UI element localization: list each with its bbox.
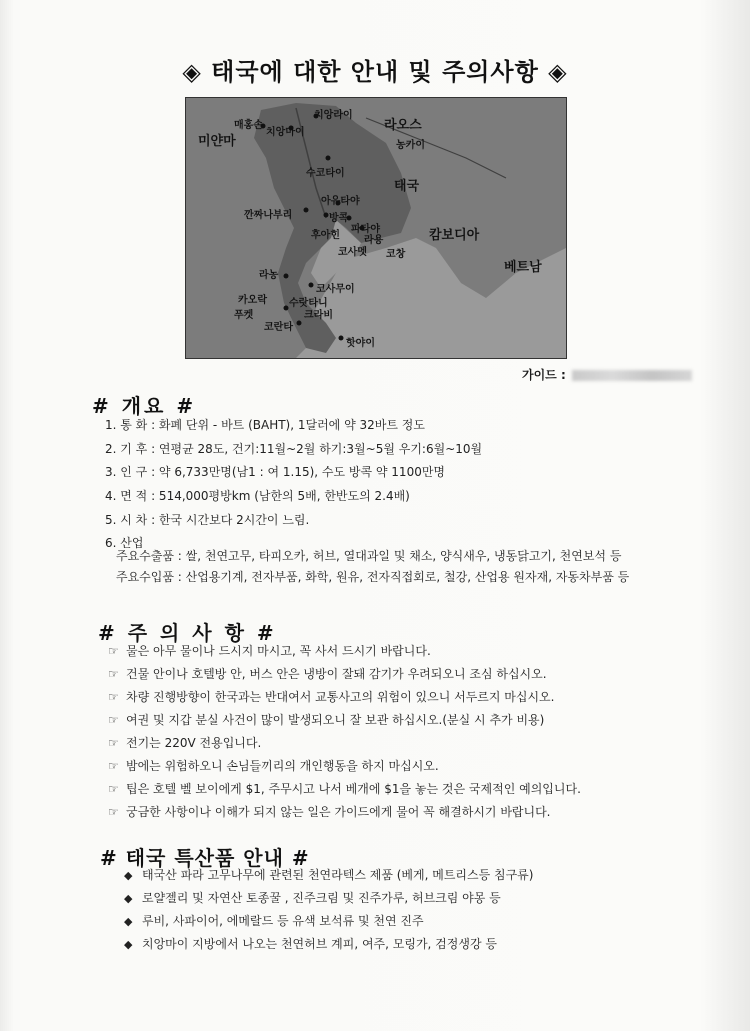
map-city-bangkok: 방콕 (329, 213, 349, 224)
map-city-rayong: 라용 (364, 235, 384, 246)
map-city-sukhothai: 수코타이 (306, 168, 345, 179)
caution-item: ☞ 전기는 220V 전용입니다. (108, 736, 262, 750)
diamond-bullet-icon: ◆ (124, 938, 133, 951)
diamond-bullet-icon: ◆ (124, 892, 133, 905)
pointing-hand-icon: ☞ (108, 759, 119, 773)
map-city-chiangmai: 치앙마이 (266, 127, 305, 138)
overview-heading: # 개요 # (92, 394, 197, 418)
map-city-ranong: 라농 (259, 270, 279, 281)
specialty-item: ◆ 로얄젤리 및 자연산 토종꿀 , 진주크림 및 진주가루, 허브크림 야몽 등 (124, 891, 501, 905)
overview-item: 1. 통 화 : 화폐 단위 - 바트 (BAHT), 1달러에 약 32바트 정도 (105, 418, 425, 432)
guide-contact (522, 366, 692, 383)
specialties-heading: # 태국 특산품 안내 # (100, 846, 310, 870)
overview-exports: 주요수출품 : 쌀, 천연고무, 타피오카, 허브, 열대과일 및 채소, 양식새우, 냉동닭고기, 천연보석 등 (116, 549, 622, 563)
overview-item: 3. 인 구 : 약 6,733만명(남1 : 여 1.15), 수도 방콕 약 1100만명 (105, 465, 446, 479)
map-city-huahin: 후아힌 (311, 230, 340, 241)
map-city-phuket: 푸켓 (234, 310, 254, 321)
overview-item: 5. 시 차 : 한국 시간보다 2시간이 느림. (105, 513, 310, 527)
pointing-hand-icon: ☞ (108, 644, 119, 658)
map-country-cambodia: 캄보디아 (429, 228, 480, 243)
specialty-item: ◆ 태국산 파라 고무나무에 관련된 천연라텍스 제품 (베게, 메트리스등 침구류) (124, 868, 534, 882)
caution-item: ☞ 여권 및 지갑 분실 사건이 많이 발생되오니 잘 보관 하십시오.(분실 시 추가 비용) (108, 713, 545, 727)
thailand-map (185, 97, 567, 359)
overview-imports: 주요수입품 : 산업용기계, 전자부품, 화학, 원유, 전자직접회로, 철강, 산업용 원자재, 자동차부품 등 (116, 570, 630, 584)
page-title: ◈ 태국에 대한 안내 및 주의사항 ◈ (182, 58, 568, 86)
pointing-hand-icon: ☞ (108, 736, 119, 750)
guide-value-redacted (572, 370, 692, 381)
pointing-hand-icon: ☞ (108, 713, 119, 727)
guide-label: 가이드 : (522, 368, 566, 382)
pointing-hand-icon: ☞ (108, 805, 119, 819)
cautions-heading: # 주 의 사 항 # (98, 621, 277, 645)
caution-item: ☞ 팁은 호텔 벨 보이에게 $1, 주무시고 나서 베개에 $1을 놓는 것은 국제적인 예의입니다. (108, 782, 581, 796)
overview-item: 4. 면 적 : 514,000평방km (남한의 5배, 한반도의 2.4배) (105, 489, 410, 503)
caution-item: ☞ 차량 진행방향이 한국과는 반대여서 교통사고의 위험이 있으니 서두르지 마십시오. (108, 690, 555, 704)
specialty-item: ◆ 루비, 사파이어, 에메랄드 등 유색 보석류 및 천연 진주 (124, 914, 424, 928)
map-city-koh-chang: 코창 (386, 249, 406, 260)
map-city-krabi: 크라비 (304, 310, 333, 321)
overview-item: 6. 산업 (105, 536, 144, 550)
caution-item: ☞ 물은 아무 물이나 드시지 마시고, 꼭 사서 드시기 바랍니다. (108, 644, 431, 658)
specialty-item: ◆ 치앙마이 지방에서 나오는 천연허브 계피, 여주, 모링가, 검정생강 등 (124, 937, 497, 951)
map-country-thailand: 태국 (394, 179, 420, 194)
map-city-koh-lanta: 코란타 (264, 322, 293, 333)
map-city-khaolak: 카오락 (238, 295, 267, 306)
pointing-hand-icon: ☞ (108, 690, 119, 704)
map-city-nongkhai: 농카이 (396, 140, 425, 151)
map-country-laos: 라오스 (384, 118, 422, 133)
diamond-bullet-icon: ◆ (124, 915, 133, 928)
map-city-ayutthaya: 아유타야 (321, 196, 360, 207)
map-city-chiangrai: 치앙라이 (314, 110, 353, 121)
caution-item: ☞ 밤에는 위험하오니 손님들끼리의 개인행동을 하지 마십시오. (108, 759, 439, 773)
map-city-hatyai: 핫야이 (346, 338, 375, 349)
map-city-suratthani: 수랏타니 (289, 298, 328, 309)
map-city-pattaya: 파타야 (351, 224, 380, 235)
caution-item: ☞ 궁금한 사항이나 이해가 되지 않는 일은 가이드에게 물어 꼭 해결하시기 바랍니다. (108, 805, 551, 819)
overview-item: 2. 기 후 : 연평균 28도, 건기:11월~2월 하기:3월~5월 우기:6월~10월 (105, 442, 483, 456)
map-city-maehongson: 매홍손 (234, 120, 263, 131)
map-city-koh-samui: 코사무이 (316, 284, 355, 295)
diamond-bullet-icon: ◆ (124, 869, 133, 882)
pointing-hand-icon: ☞ (108, 667, 119, 681)
map-city-koh-samet: 코사멧 (338, 247, 367, 258)
map-city-kanchanaburi: 깐짜나부리 (244, 210, 293, 221)
map-country-myanmar: 미얀마 (198, 134, 236, 149)
map-country-vietnam: 베트남 (504, 260, 542, 275)
caution-item: ☞ 건물 안이나 호텔방 안, 버스 안은 냉방이 잘돼 감기가 우려되오니 조심 하십시오. (108, 667, 547, 681)
pointing-hand-icon: ☞ (108, 782, 119, 796)
